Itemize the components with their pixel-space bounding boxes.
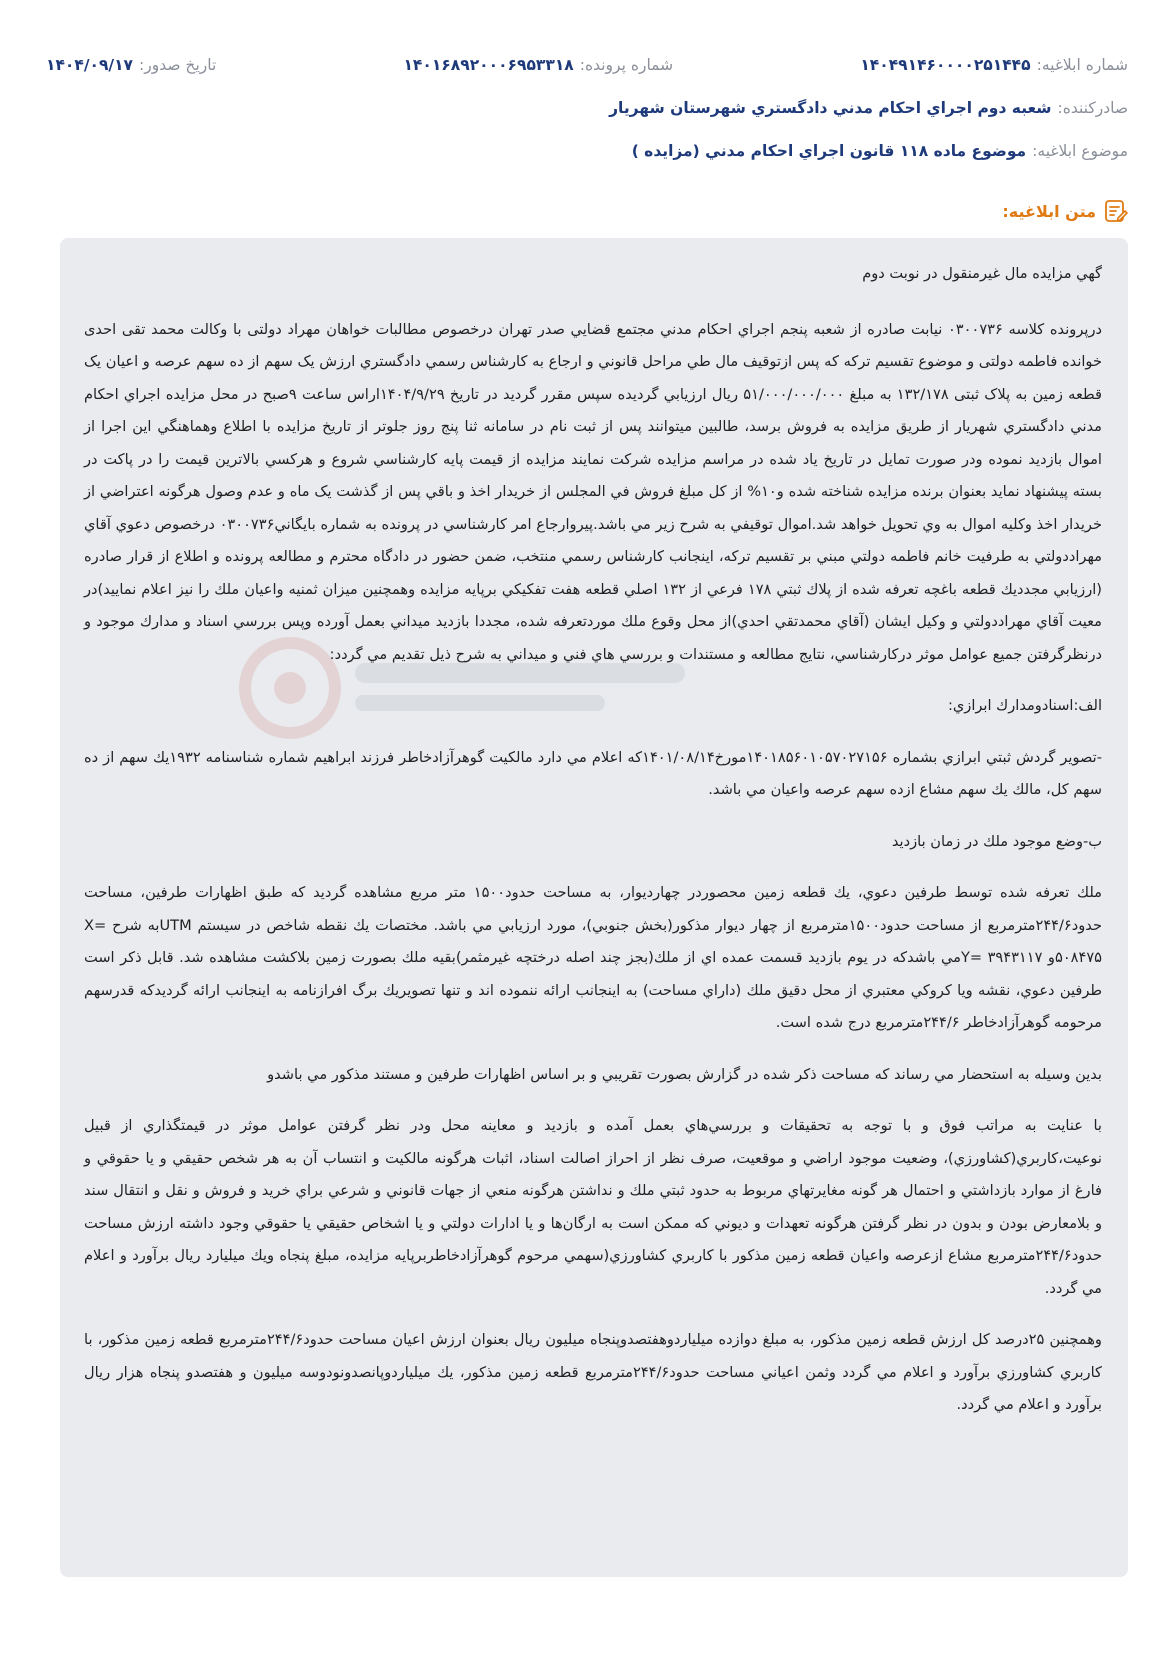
issue-date-value: ۱۴۰۴/۰۹/۱۷ (46, 56, 134, 74)
notice-body (60, 238, 1128, 1577)
body-paragraph: درپرونده کلاسه ۰۳۰۰۷۳۶ نيابت صادره از شعبه پنجم اجراي احکام مدني مجتمع قضايي صدر تهران درخصوص مطالبات خواهان مهراد دولتی با وکالت محمد تقی احدی خوانده فاطمه دولتی و موضوع تقسيم ترکه که پس ازتوقيف مال طي مراحل قانوني و ارجاع به کارشناس رسمي دادگستري ارزش يک سهم از ده سهم عرصه و اعيان يک قطعه زمين به پلاک ثبتی ۱۳۲/۱۷۸ به مبلغ ۵۱/۰۰۰/۰۰۰/۰۰۰ ريال ارزيابي گرديده سپس مقرر گرديد در تاريخ ۱۴۰۴/۹/۲۹اراس ساعت ۹صبح در محل مزايده اجراي احکام مدني دادگستري شهريار از طريق مزايده به فروش برسد، طالبين ميتوانند پس از ثبت نام در سامانه ثنا پنج روز جلوتر از تاريخ مزايده با اطلاع وهماهنگي اين اجرا از اموال بازديد نموده ودر صورت تمايل در تاريخ ياد شده در مراسم مزايده شرکت نمايند مزايده از قيمت پايه کارشناسي شروع و هرکسي بالاترين قيمت را در پاکت در بسته پيشنهاد نمايد بعنوان برنده مزايده شناخته شده و۱۰% از کل مبلغ فروش في المجلس از خريدار اخذ و باقي پس از گذشت يک ماه و عدم وصول هرگونه اعتراضي از خريدار اخذ وکليه اموال به وي تحويل خواهد شد.اموال توقيفي به شرح زير مي باشد.پيروارجاع امر کارشناسي در پرونده به شماره بايگاني۰۳۰۰۷۳۶ درخصوص دعوي آقاي مهراددولتي به طرفيت خانم فاطمه دولتي مبني بر تقسيم تركه، اينجانب كارشناس رسمي منتخب، ضمن حضور در دادگاه محترم و مطالعه پرونده و اطلاع از قرار صادره (ارزيابي مجدديك قطعه باغچه تعرفه شده از پلاك ثبتي ۱۷۸ فرعي از ۱۳۲ اصلي قطعه هفت تفكيكي برپايه مزايده وهمچنين ميزان ثمنيه واعيان ملك را نيز اعلام نماييد)در معيت آقاي مهراددولتي و وكيل ايشان (آقاي محمدتقي احدي)از محل وقوع ملك موردتعرفه شده، مجددا بازديد ميداني بعمل آورده وپس بررسي اسناد و مدارك موجود و درنظرگرفتن جميع عوامل موثر دركارشناسي، نتايج مطالعه و مستندات و بررسي هاي فني و ميداني به شرح ذيل تقديم مي گردد: (84, 320, 1102, 663)
issue-date-label: تاريخ صدور: (139, 56, 217, 74)
body-paragraph: بدين وسيله به استحضار مي رساند كه مساحت ذكر شده در گزارش بصورت تقريبي و بر اساس اظهارات طرفين و مستند مذكور مي باشدو (267, 1065, 1102, 1083)
body-paragraph: ب-وضع موجود ملك در زمان بازديد (891, 832, 1102, 850)
issue-date-field (46, 56, 216, 74)
body-heading: گهي مزايده مال غيرمنقول در نوبت دوم (862, 265, 1102, 282)
subject-field (46, 142, 1128, 160)
body-paragraph: با عنايت به مراتب فوق و با توجه به تحقيقات و بررسي‌هاي بعمل آمده و بازديد و معاينه محل ودر نظر گرفتن عوامل موثر در قيمتگذاري از قبيل نوعيت،كاربري(كشاورزي)، وضعيت موجود اراضي و موقعيت، صرف نظر از احراز اصالت اسناد، اثبات هرگونه مالكيت و انتساب آن به هر شخص حقيقي و يا حقوقي و فارغ از موارد بازداشتي و احتمال هر گونه مغايرتهاي مربوط به حدود ثبتي ملك و نداشتن هرگونه منعي از جهات قانوني و شرعي براي خريد و فروش و نقل و انتقال سند و بلامعارض بودن و بدون در نظر گرفتن هرگونه تعهدات و ديوني كه ممكن است به ارگان‌ها و يا ادارات دولتي و يا اشخاص حقيقي يا حقوقي وجود داشته ارزش مساحت حدود۲۴۴/۶مترمربع مشاع ازعرصه واعيان قطعه زمين مذكور با كاربري كشاورزي(سهمي مرحوم گوهرآزادخاطربرپايه مزايده، مبلغ پنجاه ويك ميليارد ريال برآورد و اعلام مي گردد. (84, 1117, 1102, 1297)
subject-value: موضوع ماده ۱۱۸ قانون اجراي احکام مدني (مزايده ) (631, 142, 1027, 160)
body-paragraph: -تصوير گردش ثبتي ابرازي بشماره ۱۴۰۱۸۵۶۰۱۰۵۷۰۲۷۱۵۶مورخ۱۴۰۱/۰۸/۱۴كه اعلام مي دارد مالكيت گوهرآزادخاطر فرزند ابراهيم شماره شناسنامه ۱۹۳۲يك سهم از ده سهم كل، مالك يك سهم مشاع ازده سهم عرصه واعيان مي باشد. (84, 748, 1102, 798)
notice-text-heading (1002, 198, 1128, 224)
issuer-value: شعبه دوم اجراي احکام مدني دادگستري شهرستان شهريار (609, 99, 1052, 117)
notice-number-field (860, 56, 1128, 74)
case-number-label: شماره پرونده: (579, 56, 674, 74)
header-row-ids (46, 56, 1128, 74)
body-paragraph: وهمچنين ۲۵درصد كل ارزش قطعه زمين مذكور، به مبلغ دوازده ميلياردوهفتصدوپنجاه ميليون ريال بعنوان ارزش اعيان مساحت حدود۲۴۴/۶مترمربع قطعه زمين مذكور، با كاربري كشاورزي برآورد و اعلام مي گردد وثمن اعياني مساحت حدود۲۴۴/۶مترمربع قطعه زمين مذكور، يك ميلياردوپانصدونودوسه ميليون و هفتصدو پنجاه هزار ريال برآورد و اعلام مي گردد. (84, 1331, 1102, 1413)
case-number-field (403, 56, 673, 74)
body-paragraph: ملك تعرفه شده توسط طرفين دعوي، يك قطعه زمين محصوردر چهارديوار، به مساحت حدود۱۵۰۰ متر مربع مشاهده گرديد كه طبق اظهارات طرفين، مساحت حدود۲۴۴/۶مترمربع از مساحت حدود۱۵۰۰مترمربع از چهار ديوار مذكور(بخش جنوبي)، مورد ارزيابي مي باشد. مختصات يك نقطه شاخص در سيستم UTMبه شرح X= ۵۰۸۴۷۵و Y= ۳۹۴۳۱۱۷مي باشدكه در يوم بازديد قسمت عمده اي از ملك(بجز چند اصله درختچه غيرمثمر)بقيه ملك بصورت زمين بلاكشت مشاهده شد. قابل ذكر است طرفين دعوي، نقشه ويا كروكي معتبري از محل دقيق ملك (داراي مساحت) به اينجانب ارائه ننموده اند و تنها تصويريك برگ افرازنامه به اينجانب ارائه گرديدكه قدرسهم مرحومه گوهرآزادخاطر ۲۴۴/۶مترمربع درج شده است. (84, 884, 1103, 1031)
notice-number-value: ۱۴۰۴۹۱۴۶۰۰۰۰۲۵۱۴۴۵ (860, 56, 1031, 74)
subject-label: موضوع ابلاغيه: (1032, 142, 1128, 160)
notice-text-title: متن ابلاغيه: (1002, 201, 1096, 221)
case-number-value: ۱۴۰۱۶۸۹۲۰۰۰۶۹۵۳۳۱۸ (403, 56, 574, 74)
notice-number-label: شماره ابلاغيه: (1036, 56, 1128, 74)
issuer-label: صادرکننده: (1057, 99, 1128, 117)
issuer-field (46, 99, 1128, 117)
body-paragraph: الف:اسنادومدارك ابرازي: (947, 697, 1102, 714)
document-edit-icon (1104, 198, 1128, 224)
